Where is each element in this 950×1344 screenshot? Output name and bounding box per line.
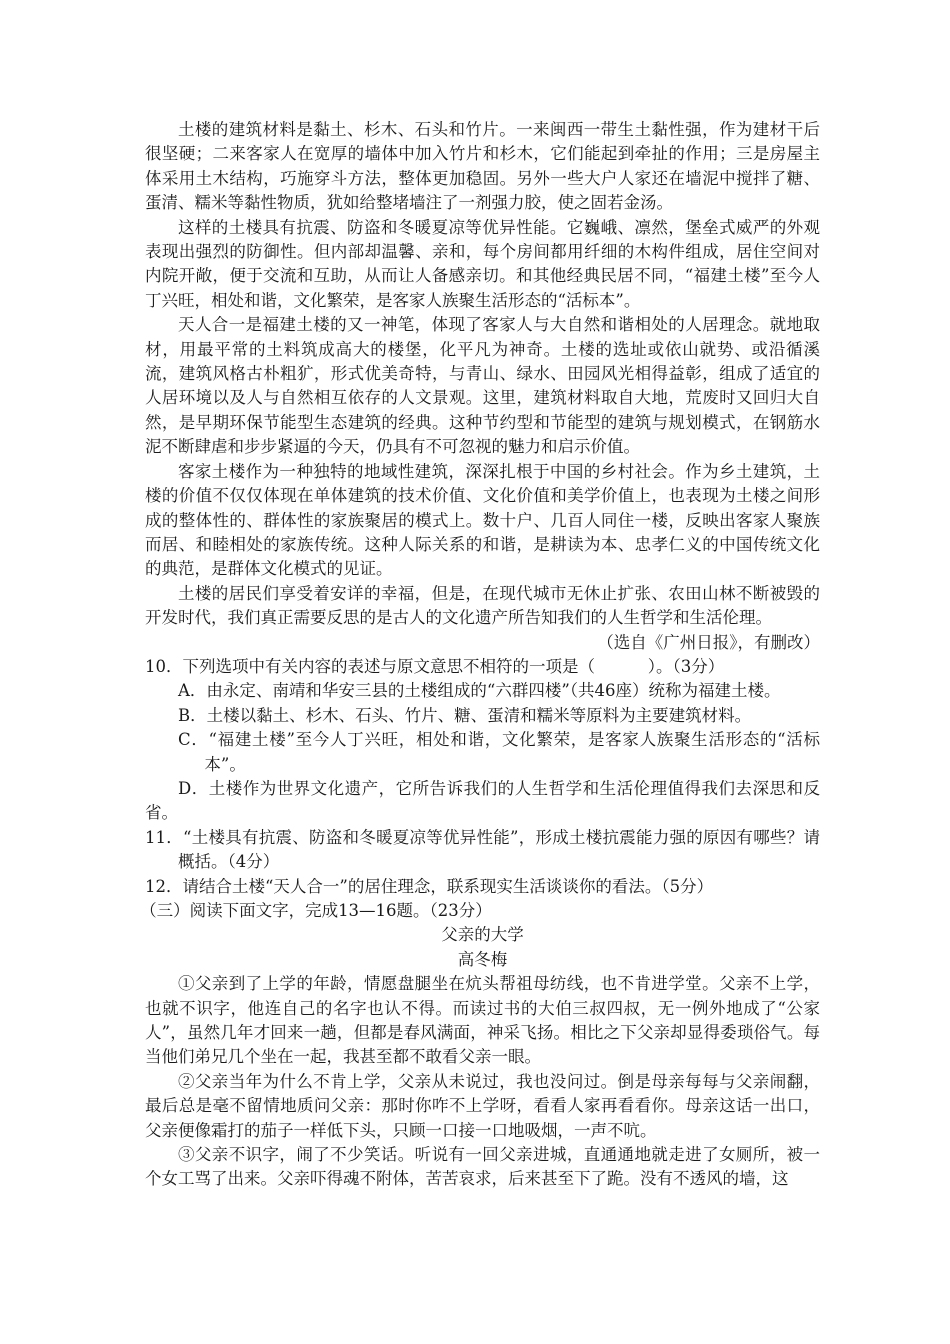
document-column — [140, 118, 820, 1192]
story-paragraph-3: ③父亲不识字，闹了不少笑话。听说有一回父亲进城，直通通地就走进了女厕所，被一个女工骂了出来。父亲吓得魂不附体，苦苦哀求，后来甚至下了跪。没有不透风的墙，这 — [145, 1145, 820, 1189]
story-author: 高冬梅 — [457, 949, 508, 969]
question-11: 11．“土楼具有抗震、防盗和冬暖夏凉等优异性能”，形成土楼抗震能力强的原因有哪些？请概括。（4分） — [145, 827, 820, 872]
question-12: 12．请结合土楼“天人合一”的居住理念，联系现实生活谈谈你的看法。（5分） — [145, 876, 714, 896]
article-paragraph-4: 客家土楼作为一种独特的地域性建筑，深深扎根于中国的乡村社会。作为乡土建筑，土楼的价值不仅仅体现在单体建筑的技术价值、文化价值和美学价值上，也表现为土楼之间形成的整体性的、群体性的家族聚居的模式上。数十户、几百人同住一楼，反映出客家人聚族而居、和睦相处的家族传统。这种人际关系的和谐，是耕读为本、忠孝仁义的中国传统文化的典范，是群体文化模式的见证。 — [145, 461, 820, 579]
question-10-option-d: D．土楼作为世界文化遗产，它所告诉我们的人生哲学和生活伦理值得我们去深思和反省。 — [145, 778, 820, 823]
section-3-heading: （三）阅读下面文字，完成13—16题。（23分） — [140, 901, 492, 920]
question-10-option-a: A．由永定、南靖和华安三县的土楼组成的“六群四楼”（共46座）统称为福建土楼。 — [178, 681, 781, 701]
article-paragraph-5: 土楼的居民们享受着安详的幸福，但是，在现代城市无休止扩张、农田山林不断被毁的开发时代，我们真正需要反思的是古人的文化遗产所告知我们的人生哲学和生活伦理。 — [145, 583, 820, 628]
story-paragraph-2: ②父亲当年为什么不肯上学，父亲从未说过，我也没问过。倒是母亲每每与父亲闹翻，最后总是毫不留情地质问父亲：那时你咋不上学呀，看看人家再看看你。母亲这话一出口，父亲便像霜打的茄子一样低下头，只顾一口接一口地吸烟，一声不吭。 — [145, 1071, 820, 1140]
question-10-stem-start: 10．下列选项中有关内容的表述与原文意思不相符的一项是（ — [145, 656, 595, 676]
article-paragraph-2: 这样的土楼具有抗震、防盗和冬暖夏凉等优异性能。它巍峨、凛然，堡垒式威严的外观表现出强烈的防御性。但内部却温馨、亲和，每个房间都用纤细的木构件组成，居住空间对内院开敞，便于交流和互助，从而让人备感亲切。和其他经典民居不同，“福建土楼”至今人丁兴旺，相处和谐，文化繁荣，是客家人族聚生活形态的“活标本”。 — [145, 217, 820, 310]
question-10-option-b: B．土楼以黏土、杉木、石头、竹片、糖、蛋清和糯米等原料为主要建筑材料。 — [178, 705, 752, 725]
story-title: 父亲的大学 — [441, 925, 524, 945]
question-10-option-c: C．“福建土楼”至今人丁兴旺，相处和谐，文化繁荣，是客家人族聚生活形态的“活标本”。 — [178, 730, 820, 774]
article-paragraph-3: 天人合一是福建土楼的又一神笔，体现了客家人与大自然和谐相处的人居理念。就地取材，用最平常的土料筑成高大的楼堡，化平凡为神奇。土楼的选址或依山就势、或沿循溪流，建筑风格古朴粗犷，形式优美奇特，与青山、绿水、田园风光相得益彰，组成了适宜的人居环境以及人与自然相互依存的人文景观。这里，建筑材料取自大地，荒废时又回归大自然，是早期环保节能型生态建筑的经典。这种节约型和节能型的建筑与规划模式，在钢筋水泥不断肆虐和步步紧逼的今天，仍具有不可忽视的魅力和启示价值。 — [145, 315, 820, 457]
question-10-stem-end: ）。（3分） — [647, 656, 725, 676]
question-10-stem — [145, 655, 820, 679]
story-paragraph-1: ①父亲到了上学的年龄，情愿盘腿坐在炕头帮祖母纺线，也不肯进学堂。父亲不上学，也就不识字，他连自己的名字也认不得。而读过书的大伯三叔四叔，无一例外地成了“公家人”，虽然几年才回来一趟，但都是春风满面，神采飞扬。相比之下父亲却显得委琐俗气。每当他们弟兄几个坐在一起，我甚至都不敢看父亲一眼。 — [145, 974, 820, 1067]
article-paragraph-1: 土楼的建筑材料是黏土、杉木、石头和竹片。一来闽西一带生土黏性强，作为建材干后很坚硬；二来客家人在宽厚的墙体中加入竹片和杉木，它们能起到牵扯的作用；三是房屋主体采用土木结构，巧施穿斗方法，整体更加稳固。另外一些大户人家还在墙泥中搅拌了糖、蛋清、糯米等黏性物质，犹如给整堵墙注了一剂强力胶，使之固若金汤。 — [145, 120, 820, 213]
article-source: （选自《广州日报》，有删改） — [597, 632, 820, 652]
